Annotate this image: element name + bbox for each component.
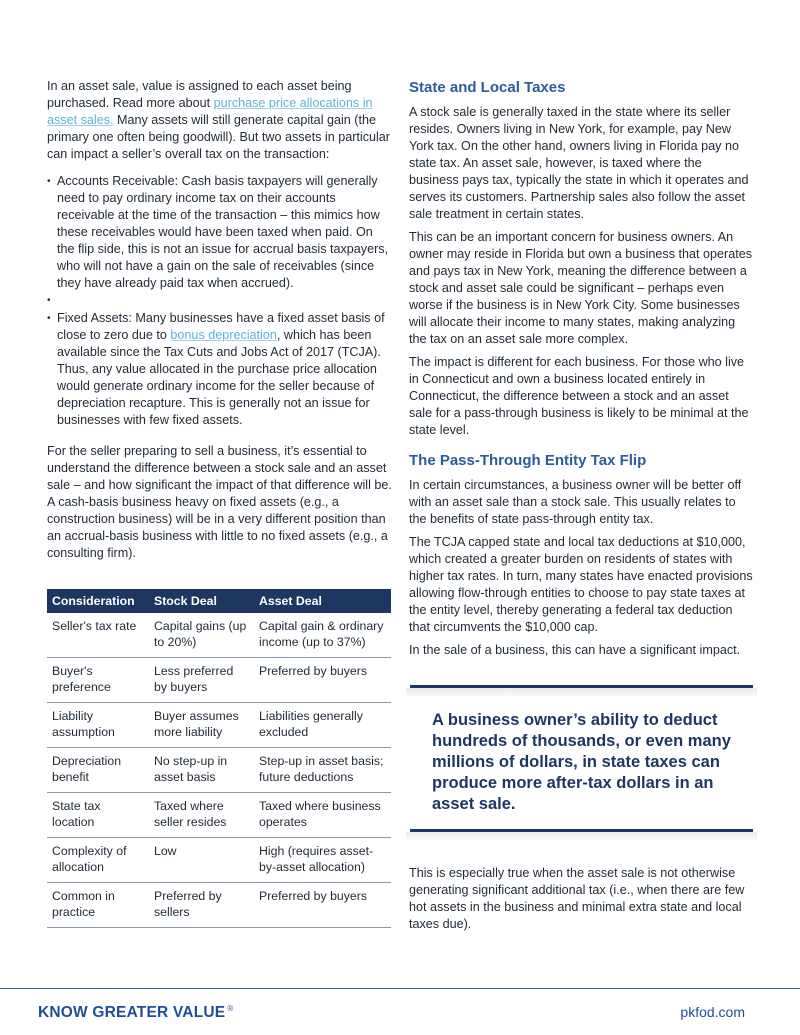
heading-state-local-taxes: State and Local Taxes	[409, 79, 566, 96]
table-row: Depreciation benefit No step-up in asset basis Step-up in asset basis; future deductions	[47, 748, 391, 793]
purchase-price-allocations-link[interactable]: purchase price allocations in asset sales.	[47, 96, 373, 127]
table-header-row	[47, 589, 391, 613]
table-row: Seller's tax rate Capital gains (up to 20%) Capital gain & ordinary income (up to 37%)	[47, 613, 391, 658]
pull-quote	[410, 685, 753, 833]
bullet-accounts-receivable: • Accounts Receivable: Cash basis taxpayers will generally need to pay ordinary income tax on their accounts receivable at the time of the transaction – this mimics how these receivables would have been taxed when paid. On the flip side, this is not an issue for accrual basis taxpayers, who will not have a gain on the sale of receivables (since they have already paid tax when accrued).	[47, 173, 392, 292]
right-column	[409, 78, 754, 659]
pull-quote-top-shadow	[406, 688, 757, 698]
bullet-fixed-assets: • Fixed Assets: Many businesses have a fixed asset basis of close to zero due to bonus depreciation, which has been available since the Tax Cuts and Jobs Act of 2017 (TCJA). Thus, any value allocated in the purchase price allocation would generate ordinary income for the seller because of depreciation recapture. This is generally not an issue for businesses with few fixed assets.	[47, 310, 392, 429]
footer-divider	[0, 988, 800, 989]
table-row: Complexity of allocation Low High (requires asset-by-asset allocation)	[47, 838, 391, 883]
asset-bullet-list	[47, 173, 392, 429]
table-row: Common in practice Preferred by sellers Preferred by buyers	[47, 883, 391, 928]
paragraph-flip-2: The TCJA capped state and local tax deductions at $10,000, which created a greater burden on residents of states with higher tax rates. In turn, many states have enacted provisions allowing flow-through entities to choose to pay state taxes at the entity level, thereby generating a federal tax deduction that circumvents the $10,000 cap.	[409, 535, 753, 634]
table-row: Liability assumption Buyer assumes more liability Liabilities generally excluded	[47, 703, 391, 748]
paragraph-state-1: A stock sale is generally taxed in the state where its seller resides. Owners living in New York, for example, pay New York tax. On the other hand, owners living in Florida pay no state tax. An asset sale, however, is taxed where the business pays tax, typically the state in which it operates and serves its customers. Partnership sales also follow the asset sale treatment in certain states.	[409, 105, 749, 221]
footer-site-link[interactable]: pkfod.com	[680, 1004, 745, 1020]
heading-pass-through-flip: The Pass-Through Entity Tax Flip	[409, 452, 647, 469]
intro-paragraph: In an asset sale, value is assigned to each asset being purchased. Read more about purchase price allocations in asset sales. Many assets will still generate capital gain (the primary one often being goodwill). But two assets in particular can impact a seller’s overall tax on the transaction:	[47, 79, 391, 161]
closing-paragraph: For the seller preparing to sell a business, it’s essential to understand the difference between a stock sale and an asset sale – and how significant the impact of that difference will be. A cash-basis business heavy on fixed assets (e.g., a construction business) will be in a very different position than an accrual-basis business with little to no fixed assets (e.g., a consulting firm).	[47, 444, 392, 560]
registered-mark: ®	[227, 1004, 234, 1013]
bonus-depreciation-link[interactable]: bonus depreciation	[170, 328, 277, 342]
paragraph-state-3: The impact is different for each business. For those who live in Connecticut and own a business located entirely in Connecticut, the difference between a stock and an asset sale for a pass-through business is likely to be minimal at the state level.	[409, 355, 749, 437]
paragraph-flip-3: In the sale of a business, this can have a significant impact.	[409, 643, 741, 657]
header-asset-deal: Asset Deal	[254, 589, 391, 613]
pull-quote-bottom-shadow	[406, 832, 757, 842]
left-column	[47, 78, 392, 562]
paragraph-flip-1: In certain circumstances, a business owner will be better off with an asset sale than a stock sale. This usually relates to the benefits of state pass-through entity tax.	[409, 478, 742, 526]
table-row: State tax location Taxed where seller resides Taxed where business operates	[47, 793, 391, 838]
header-stock-deal: Stock Deal	[149, 589, 254, 613]
stock-vs-asset-table	[47, 589, 391, 928]
bullet-spacer	[47, 292, 392, 310]
pull-quote-text: A business owner’s ability to deduct hundreds of thousands, or even many millions of dollars, in state taxes can produce more after-tax dollars in an asset sale.	[432, 711, 731, 813]
closing-right-paragraph: This is especially true when the asset sale is not otherwise generating significant additional tax (i.e., when there are few hot assets in the business and minimal extra state and local taxes due).	[409, 866, 745, 931]
footer-brand: KNOW GREATER VALUE ®	[38, 1004, 234, 1022]
table-row: Buyer's preference Less preferred by buyers Preferred by buyers	[47, 658, 391, 703]
paragraph-state-2: This can be an important concern for business owners. An owner may reside in Florida but own a business that operates and pays tax in New York, meaning the difference between a stock and asset sale could be significant – perhaps even worse if the business is in New York City. Some businesses will allocate their income to many states, making analyzing the tax on an asset sale more complex.	[409, 230, 753, 346]
header-consideration: Consideration	[47, 589, 149, 613]
